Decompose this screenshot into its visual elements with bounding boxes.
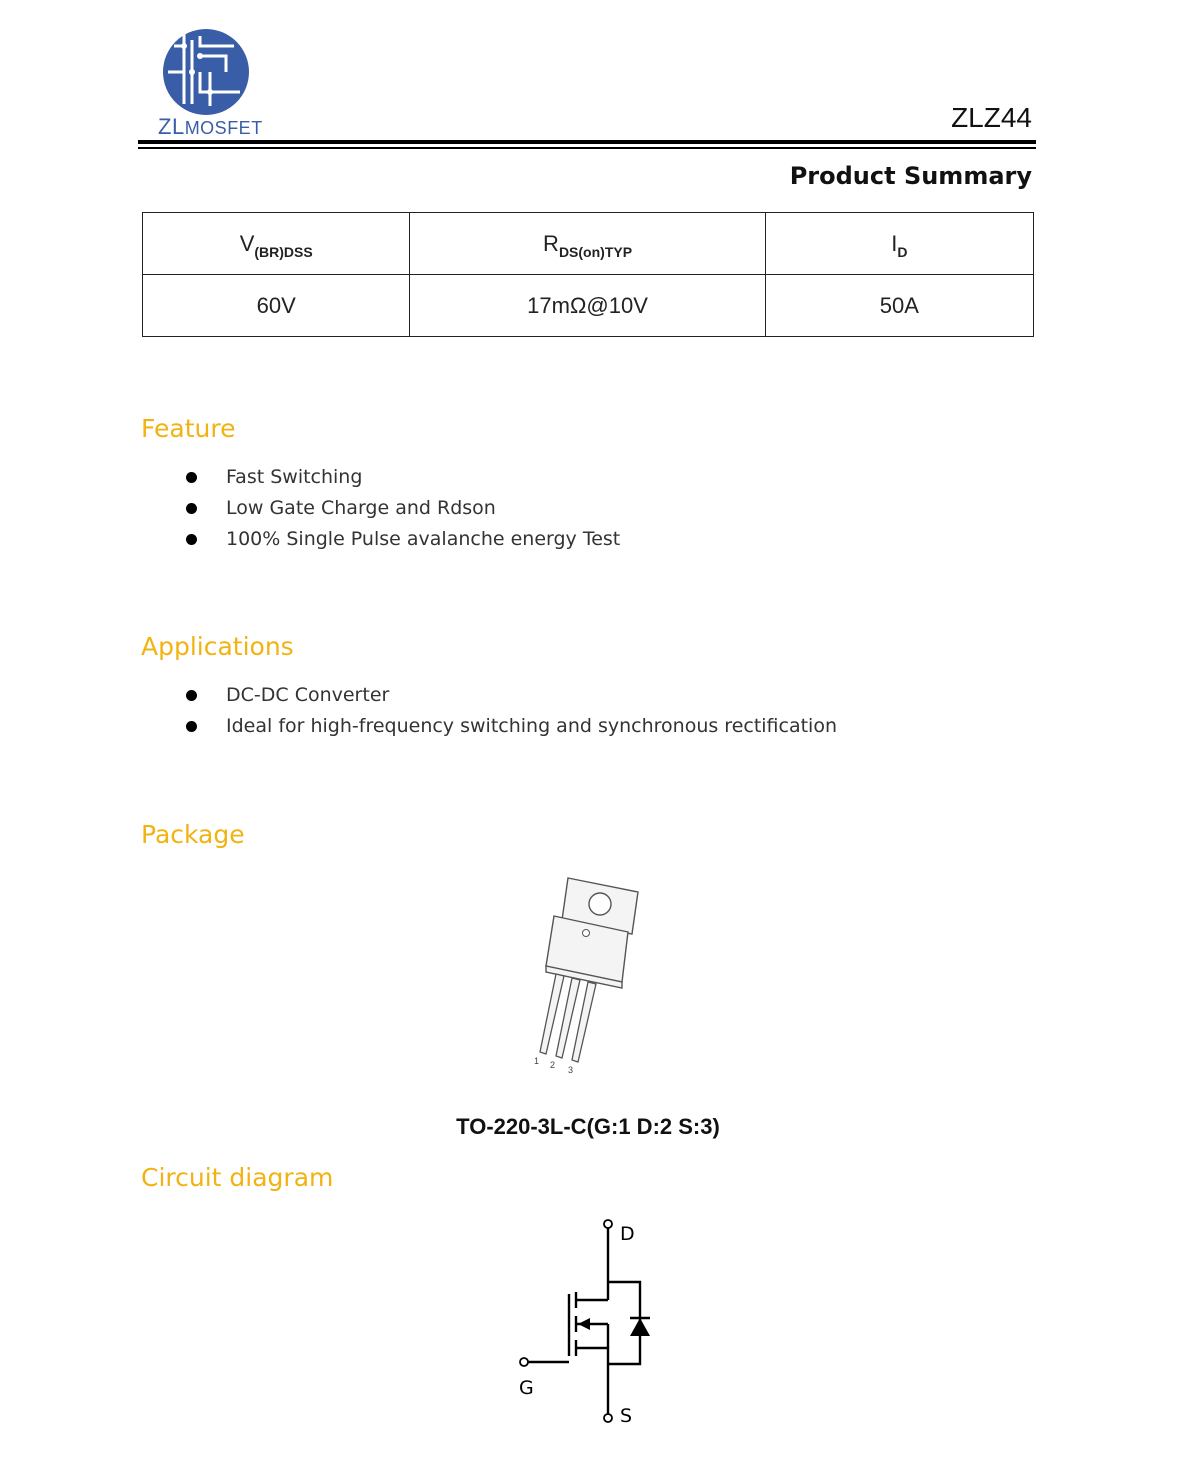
- list-item: [184, 680, 837, 711]
- list-item-text: Fast Switching: [226, 466, 363, 488]
- table-header-row: [143, 213, 1034, 275]
- bullet-icon: [186, 721, 197, 732]
- header-id: [765, 213, 1033, 275]
- mosfet-schematic: [510, 1214, 670, 1428]
- pin-label: 1: [534, 1056, 540, 1066]
- header-main: V: [239, 230, 255, 256]
- package-caption: TO-220-3L-C(G:1 D:2 S:3): [456, 1114, 720, 1139]
- list-item-text: Ideal for high-frequency switching and synchronous rectification: [226, 715, 838, 737]
- header-main: I: [891, 230, 898, 256]
- list-item: [184, 711, 837, 742]
- logo-wordmark: [158, 114, 263, 140]
- feature-title: Feature: [141, 414, 236, 443]
- circuit-diagram-title: Circuit diagram: [141, 1163, 334, 1192]
- value-id: 50A: [765, 275, 1033, 337]
- source-label: S: [620, 1405, 633, 1427]
- bullet-icon: [186, 472, 197, 483]
- list-item: [184, 462, 620, 493]
- bullet-icon: [186, 503, 197, 514]
- source-terminal-icon: [604, 1414, 612, 1422]
- part-number: ZLZ44: [951, 102, 1032, 133]
- value-vbrdss: 60V: [143, 275, 410, 337]
- pin-label: 3: [568, 1065, 574, 1075]
- product-summary-table: [142, 212, 1034, 337]
- list-item: [184, 524, 620, 555]
- header-rule: [138, 140, 1036, 144]
- drain-terminal-icon: [604, 1220, 612, 1228]
- gate-label: G: [519, 1377, 534, 1399]
- applications-list: [184, 680, 837, 742]
- header-rule-thin: [138, 147, 1036, 149]
- to220-package-image: [528, 872, 648, 1078]
- pin-label: 2: [550, 1060, 556, 1070]
- feature-list: [184, 462, 620, 555]
- product-summary-title: Product Summary: [789, 162, 1032, 190]
- list-item-text: DC-DC Converter: [226, 684, 390, 706]
- bullet-icon: [186, 690, 197, 701]
- table-row: [143, 275, 1034, 337]
- header-main: R: [543, 230, 559, 256]
- header-sub: (BR)DSS: [254, 243, 313, 260]
- gate-terminal-icon: [520, 1358, 528, 1366]
- list-item: [184, 493, 620, 524]
- logo-wordmark-small: MOSFET: [184, 118, 263, 138]
- list-item-text: 100% Single Pulse avalanche energy Test: [226, 528, 621, 550]
- applications-title: Applications: [141, 632, 294, 661]
- header-sub: DS(on)TYP: [558, 243, 633, 260]
- list-item-text: Low Gate Charge and Rdson: [226, 497, 496, 519]
- header-sub: D: [897, 243, 908, 260]
- package-title: Package: [141, 820, 245, 849]
- mounting-hole-icon: [589, 893, 611, 915]
- logo-wordmark-big: ZL: [158, 114, 185, 139]
- value-rdson: 17mΩ@10V: [410, 275, 765, 337]
- drain-label: D: [620, 1223, 635, 1245]
- bullet-icon: [186, 534, 197, 545]
- header-rdson: [410, 213, 765, 275]
- header-vbrdss: [143, 213, 410, 275]
